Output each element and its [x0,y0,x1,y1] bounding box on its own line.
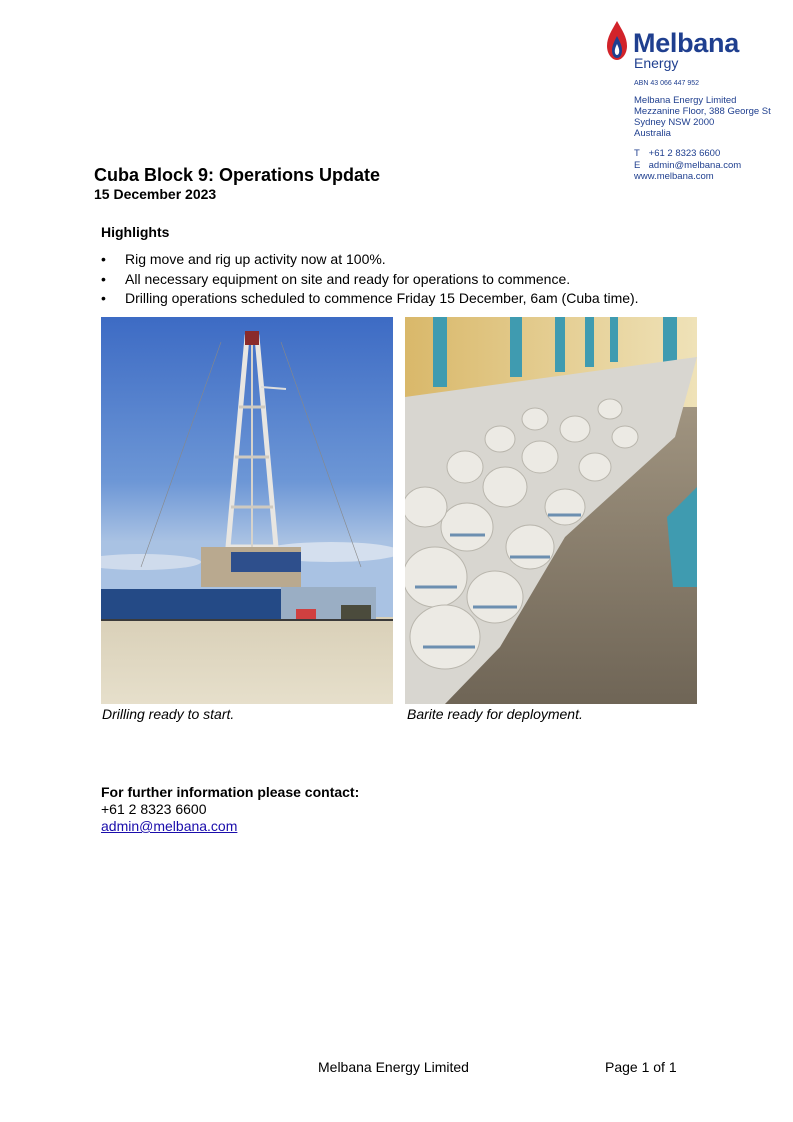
contact-heading: For further information please contact: [101,784,360,800]
letterhead-website[interactable]: www.melbana.com [634,171,714,182]
abn-number: ABN 43 066 447 952 [634,80,699,87]
address-line-1: Mezzanine Floor, 388 George St [634,106,771,117]
photo-caption-drilling: Drilling ready to start. [102,706,235,722]
letterhead-email[interactable]: admin@melbana.com [648,159,742,171]
contact-phone: +61 2 8323 6600 [101,801,207,817]
letterhead-phone: +61 2 8323 6600 [648,148,721,159]
highlight-item: • Drilling operations scheduled to commence Friday 15 December, 6am (Cuba time). [101,289,639,309]
email-label: E [634,159,641,171]
page-number: Page 1 of 1 [605,1059,677,1075]
highlight-item: • Rig move and rig up activity now at 100%. [101,250,639,270]
document-date: 15 December 2023 [94,186,217,202]
footer-company: Melbana Energy Limited [318,1059,469,1075]
address-line-2: Sydney NSW 2000 [634,117,715,128]
logo-subtitle: Energy [634,55,679,71]
drilling-rig-photo [101,317,393,704]
highlight-item: • All necessary equipment on site and ready for operations to commence. [101,270,639,290]
logo-wordmark: Melbana [633,28,739,58]
contact-email-link[interactable]: admin@melbana.com [101,818,238,834]
highlights-heading: Highlights [101,224,170,240]
address-line-3: Australia [634,128,671,139]
highlights-list [101,250,639,309]
page-title: Cuba Block 9: Operations Update [94,165,381,185]
melbana-logo-icon [604,20,630,66]
company-address [634,95,771,139]
letterhead-contact [634,148,741,183]
phone-label: T [634,148,640,159]
company-name: Melbana Energy Limited [634,95,737,106]
photo-caption-barite: Barite ready for deployment. [407,706,583,722]
barite-bags-photo [405,317,697,704]
